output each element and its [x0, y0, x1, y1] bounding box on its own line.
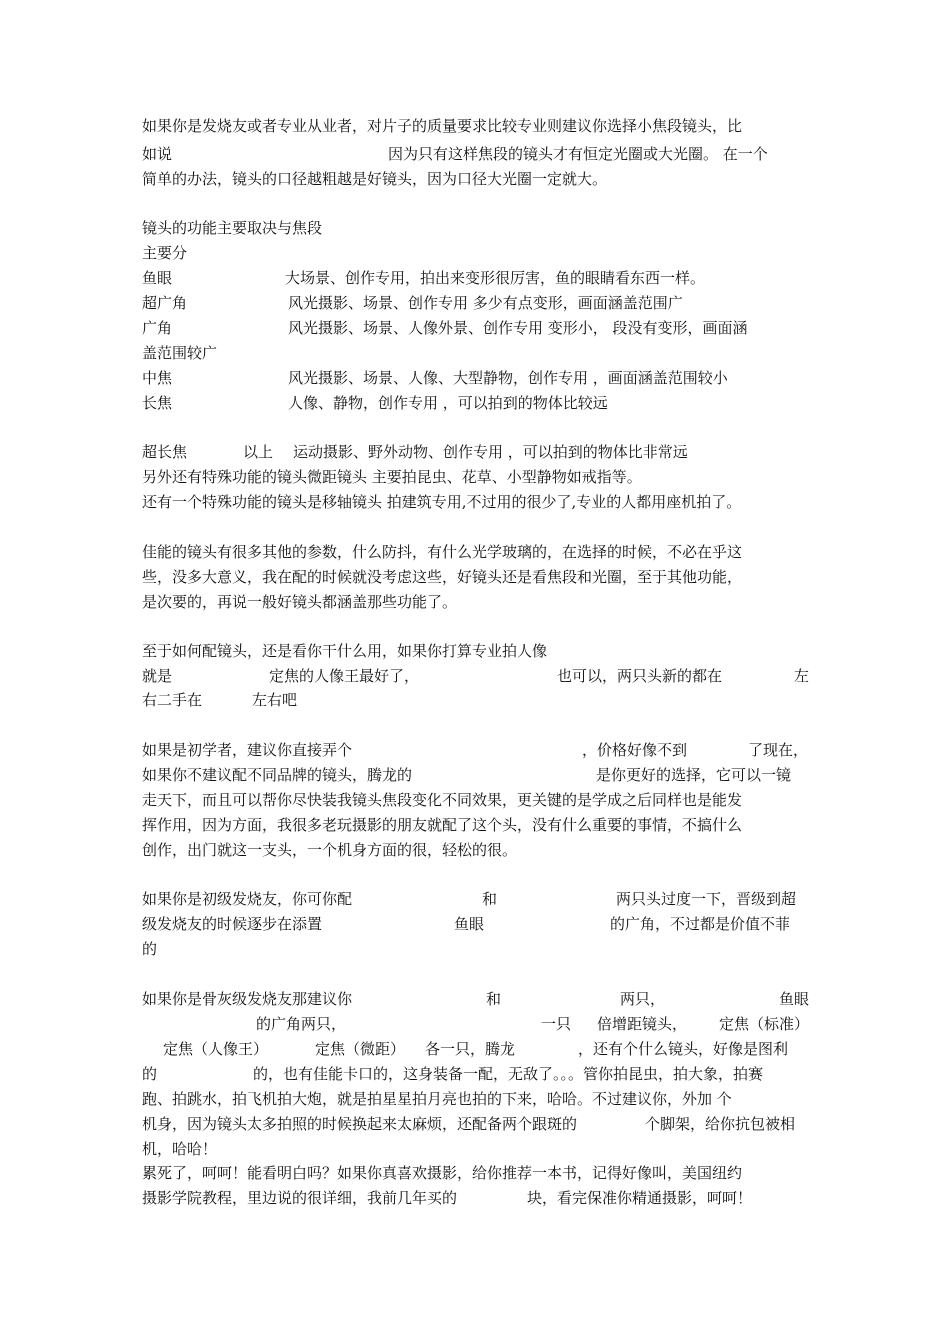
lens-type-name: 广角 — [142, 319, 173, 337]
p8-line-7: 机，哈哈！ — [142, 1140, 218, 1158]
lens-type-desc: 大场景、创作专用，拍出来变形很厉害，鱼的眼睛看东西一样。 — [285, 269, 706, 287]
lens-type-name: 鱼眼 — [142, 269, 173, 287]
p3-line-2: 另外还有特殊功能的镜头微距镜头 主要拍昆虫、花草、小型静物如戒指等。 — [142, 468, 642, 486]
p5-line-2c: 也可以，两只头新的都在 — [557, 667, 723, 685]
p8-line-2b: 一只 — [541, 1015, 572, 1033]
p7-line-3: 的 — [142, 940, 158, 958]
p7-line-2c: 的广角，不过都是价值不菲 — [610, 915, 791, 933]
p7-line-1c: 两只头过度一下，晋级到超 — [616, 890, 797, 908]
p6-line-1b: ，价格好像不到 — [582, 741, 688, 759]
lens-type-desc: 人像、静物，创作专用 ，可以拍到的物体比较远 — [288, 394, 608, 412]
p8-line-9b: 块，看完保准你精通摄影，呵呵！ — [527, 1189, 753, 1207]
lens-type-name: 超广角 — [142, 294, 188, 312]
p5-line-2d: 左 — [794, 667, 810, 685]
p8-line-4a: 的 — [142, 1065, 158, 1083]
p8-line-1c: 两只， — [620, 990, 666, 1008]
p8-line-2d: 定焦（标准） — [719, 1015, 810, 1033]
p3-line-1a: 超长焦 — [142, 443, 188, 461]
p1-line-1: 如果你是发烧友或者专业从业者，对片子的质量要求比较专业则建议你选择小焦段镜头，比 — [142, 117, 743, 135]
lens-type-desc-cont: 盖范围较广 — [142, 344, 218, 362]
p5-line-2b: 定焦的人像王最好了， — [269, 667, 420, 685]
lens-types-intro: 主要分 — [142, 244, 188, 262]
p7-line-2a: 级发烧友的时候逐步在添置 — [142, 915, 323, 933]
p6-line-2a: 如果你不建议配不同品牌的镜头，腾龙的 — [142, 766, 413, 784]
p8-line-1a: 如果你是骨灰级发烧友那建议你 — [142, 990, 353, 1008]
p7-line-1a: 如果你是初级发烧友，你可你配 — [142, 890, 353, 908]
p8-line-5: 跑、拍跳水，拍飞机拍大炮，就是拍星星拍月亮也拍的下来，哈哈。不过建议你，外加 个 — [142, 1090, 732, 1108]
lens-function-heading: 镜头的功能主要取决与焦段 — [142, 219, 323, 237]
p5-line-3a: 右二手在 — [142, 691, 203, 709]
p8-line-2a: 的广角两只， — [256, 1015, 347, 1033]
p8-line-8: 累死了，呵呵！能看明白吗？如果你真喜欢摄影，给你推荐一本书，记得好像叫，美国纽约 — [142, 1164, 743, 1182]
p3-line-1c: 运动摄影、野外动物、创作专用 ，可以拍到的物体比非常远 — [293, 443, 688, 461]
p8-line-1b: 和 — [486, 990, 502, 1008]
p4-line-2: 些，没多大意义，我在配的时候就没考虑这些，好镜头还是看焦段和光圈，至于其他功能， — [142, 568, 743, 586]
p8-line-3b: 定焦（微距） — [315, 1040, 406, 1058]
p5-line-1: 至于如何配镜头，还是看你干什么用，如果你打算专业拍人像 — [142, 642, 548, 660]
p8-line-3a: 定焦（人像王） — [163, 1040, 269, 1058]
p3-line-3: 还有一个特殊功能的镜头是移轴镜头 拍建筑专用,不过用的很少了,专业的人都用座机拍了。 — [142, 493, 742, 511]
p6-line-2b: 是你更好的选择，它可以一镜 — [596, 766, 792, 784]
lens-type-desc: 风光摄影、场景、创作专用 多少有点变形，画面涵盖范围广 — [288, 294, 683, 312]
p5-line-2a: 就是 — [142, 667, 173, 685]
p8-line-2c: 倍增距镜头， — [597, 1015, 688, 1033]
p6-line-5: 创作，出门就这一支头，一个机身方面的很，轻松的很。 — [142, 841, 518, 859]
p6-line-1c: 了现在， — [748, 741, 809, 759]
p8-line-6a: 机身，因为镜头太多拍照的时候换起来太麻烦，还配备两个跟斑的 — [142, 1115, 578, 1133]
lens-type-desc: 风光摄影、场景、人像、大型静物，创作专用 ，画面涵盖范围较小 — [288, 369, 728, 387]
p7-line-1b: 和 — [482, 890, 498, 908]
p1-line-2a: 如说 — [142, 145, 173, 163]
lens-type-name: 中焦 — [142, 369, 173, 387]
p8-line-3c: 各一只，腾龙 — [425, 1040, 516, 1058]
p6-line-4: 挥作用，因为方面，我很多老玩摄影的朋友就配了这个头，没有什么重要的事情，不搞什么 — [142, 816, 743, 834]
p8-line-4b: 的，也有佳能卡口的，这身装备一配，无敌了。。。管你拍昆虫，拍大象，拍赛 — [253, 1065, 764, 1083]
p5-line-3b: 左右吧 — [252, 691, 298, 709]
lens-type-name: 长焦 — [142, 394, 173, 412]
p1-line-3: 简单的办法，镜头的口径越粗越是好镜头，因为口径大光圈一定就大。 — [142, 170, 608, 188]
p6-line-3: 走天下，而且可以帮你尽快装我镜头焦段变化不同效果，更关键的是学成之后同样也是能发 — [142, 791, 743, 809]
p1-line-2b: 因为只有这样焦段的镜头才有恒定光圈或大光圈。 在一个 — [388, 145, 768, 163]
p8-line-6b: 个脚架，给你抗包被相 — [645, 1115, 796, 1133]
p3-line-1b: 以上 — [243, 443, 274, 461]
p7-line-2b: 鱼眼 — [454, 915, 485, 933]
p4-line-1: 佳能的镜头有很多其他的参数，什么防抖，有什么光学玻璃的，在选择的时候，不必在乎这 — [142, 543, 743, 561]
p8-line-1d: 鱼眼 — [779, 990, 810, 1008]
p8-line-3d: ，还有个什么镜头，好像是图利 — [578, 1040, 789, 1058]
lens-type-desc: 风光摄影、场景、人像外景、创作专用 变形小， 段没有变形，画面涵 — [288, 319, 748, 337]
p8-line-9a: 摄影学院教程，里边说的很详细，我前几年买的 — [142, 1189, 458, 1207]
p6-line-1a: 如果是初学者，建议你直接弄个 — [142, 741, 353, 759]
p4-line-3: 是次要的，再说一般好镜头都涵盖那些功能了。 — [142, 593, 458, 611]
